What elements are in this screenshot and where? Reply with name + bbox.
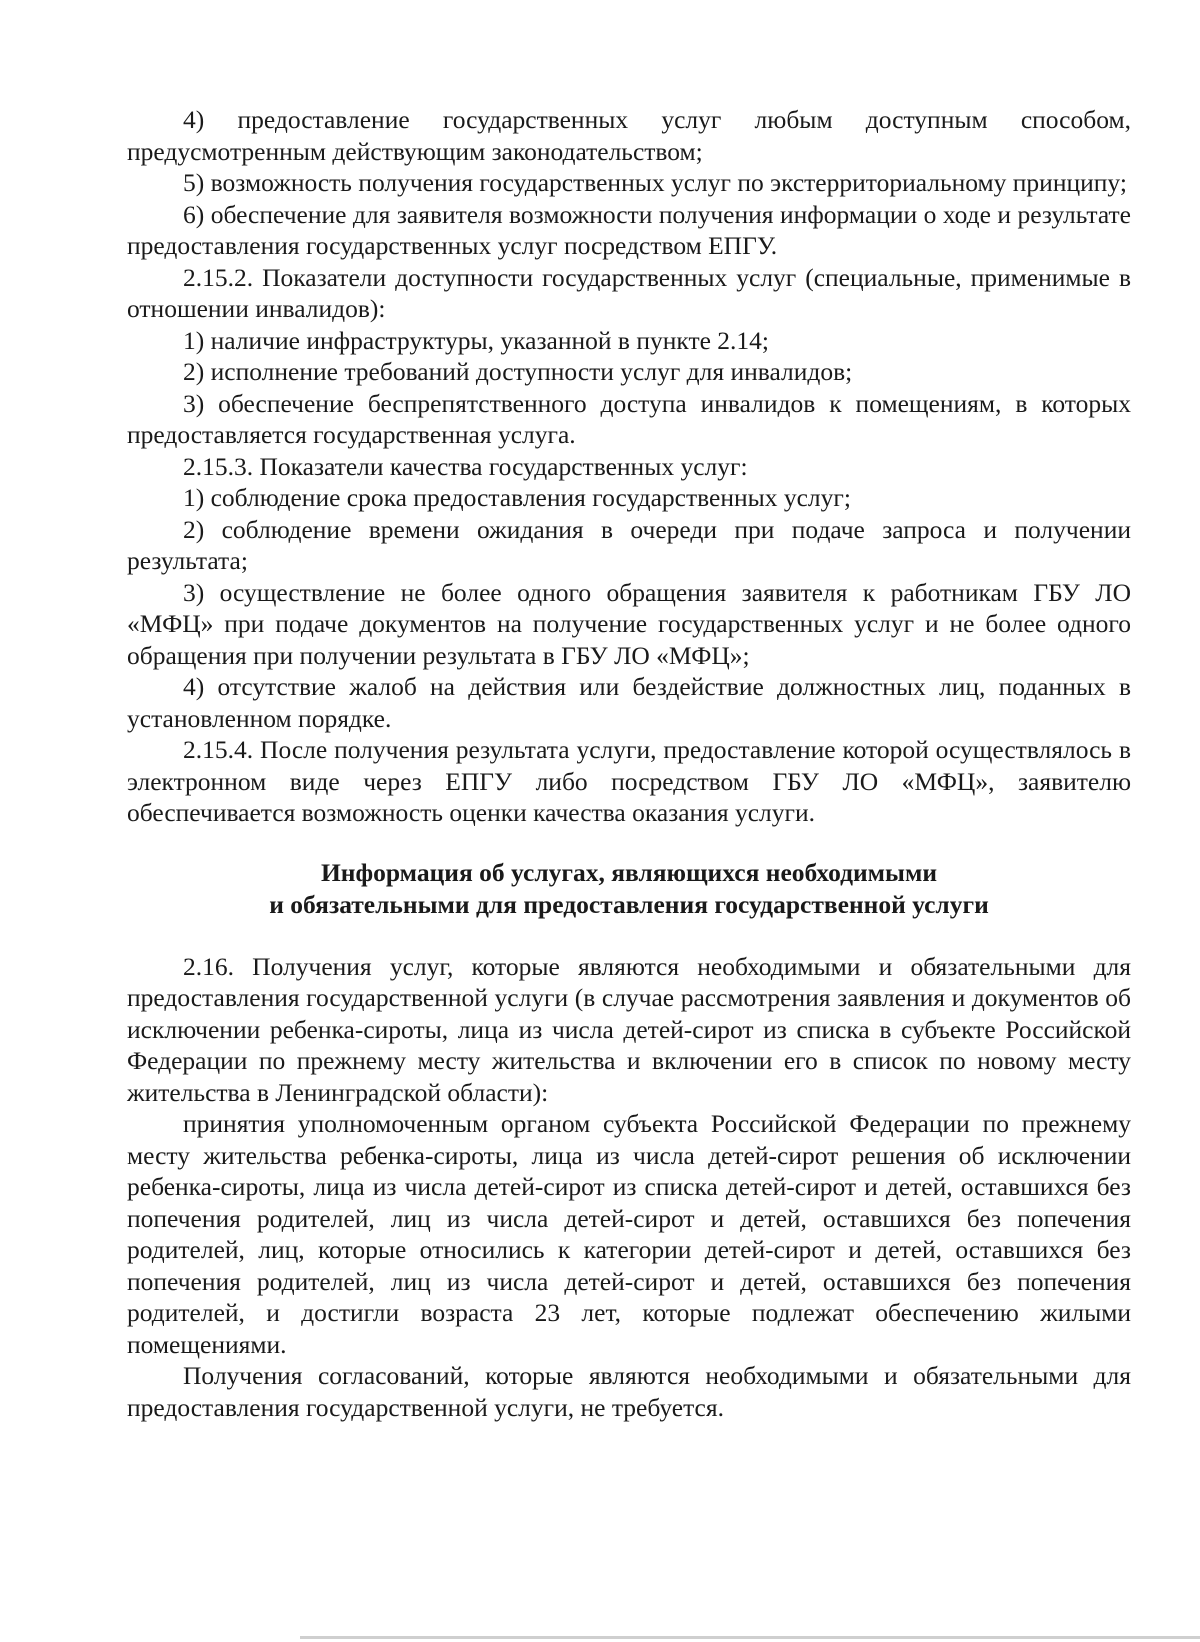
paragraph-2-15-2: 2.15.2. Показатели доступности государственных услуг (специальные, применимые в отношении инвалидов):: [127, 262, 1131, 323]
paragraph-quality-3: 3) осуществление не более одного обращения заявителя к работникам ГБУ ЛО «МФЦ» при подаче документов на получение государственных услуг и не более одного обращения при получении результата в ГБУ ЛО «МФЦ»;: [127, 577, 1131, 670]
paragraph-decision-exclusion: принятия уполномоченным органом субъекта Российской Федерации по прежнему месту жительства ребенка-сироты, лица из числа детей-сирот решения об исключении ребенка-сироты, лица из числа детей-сирот из списка детей-сирот и детей, оставшихся без попечения родителей, лиц из числа детей-сирот и детей, оставшихся без попечения родителей, лиц, которые относились к категории детей-сирот и детей, оставшихся без попечения родителей, лиц из числа детей-сирот и детей, оставшихся без попечения родителей, и достигли возраста 23 лет, которые подлежат обеспечению жилыми помещениями.: [127, 1109, 1131, 1359]
paragraph-accessibility-2: 2) исполнение требований доступности услуг для инвалидов;: [183, 357, 853, 386]
section-heading: [127, 857, 1131, 921]
paragraph-item-6-progress-info: 6) обеспечение для заявителя возможности получения информации о ходе и результате предоставления государственных услуг посредством ЕПГУ.: [127, 199, 1131, 260]
bottom-section: [127, 951, 1131, 1424]
paragraph-2-15-4: 2.15.4. После получения результата услуги, предоставление которой осуществлялось в электронном виде через ЕПГУ либо посредством ГБУ ЛО «МФЦ», заявителю обеспечивается возможность оценки качества оказания услуги.: [127, 735, 1131, 827]
section-heading-line-2: и обязательными для предоставления государственной услуги: [269, 889, 989, 919]
paragraph-quality-4: 4) отсутствие жалоб на действия или бездействие должностных лиц, поданных в установленном порядке.: [127, 672, 1131, 733]
paragraph-accessibility-1: 1) наличие инфраструктуры, указанной в пункте 2.14;: [183, 325, 769, 355]
paragraph-approvals-not-required: Получения согласований, которые являются необходимыми и обязательными для предоставления государственной услуги, не требуется.: [127, 1361, 1131, 1422]
scan-edge-line: [300, 1636, 1200, 1639]
paragraph-quality-2: 2) соблюдение времени ожидания в очереди при подаче запроса и получении результата;: [127, 514, 1131, 575]
paragraph-2-16: 2.16. Получения услуг, которые являются необходимыми и обязательными для предоставления государственной услуги (в случае рассмотрения заявления и документов об исключении ребенка-сироты, лица из числа детей-сирот из списка в субъекте Российской Федерации по прежнему месту жительства и включении его в список по новому месту жительства в Ленинградской области):: [127, 951, 1131, 1107]
section-heading-line-1: Информация об услугах, являющихся необходимыми: [320, 857, 938, 887]
paragraph-2-15-3: 2.15.3. Показатели качества государственных услуг:: [183, 451, 748, 481]
document-page: [127, 104, 1131, 1423]
paragraph-quality-1: 1) соблюдение срока предоставления государственных услуг;: [183, 483, 851, 512]
top-section: [127, 104, 1131, 829]
paragraph-item-5-extraterritorial: 5) возможность получения государственных услуг по экстерриториальному принципу;: [183, 168, 1127, 197]
paragraph-accessibility-3: 3) обеспечение беспрепятственного доступа инвалидов к помещениям, в которых предоставляется государственная услуга.: [127, 388, 1131, 449]
paragraph-item-4-any-method: 4) предоставление государственных услуг любым доступным способом, предусмотренным действующим законодательством;: [127, 105, 1131, 166]
